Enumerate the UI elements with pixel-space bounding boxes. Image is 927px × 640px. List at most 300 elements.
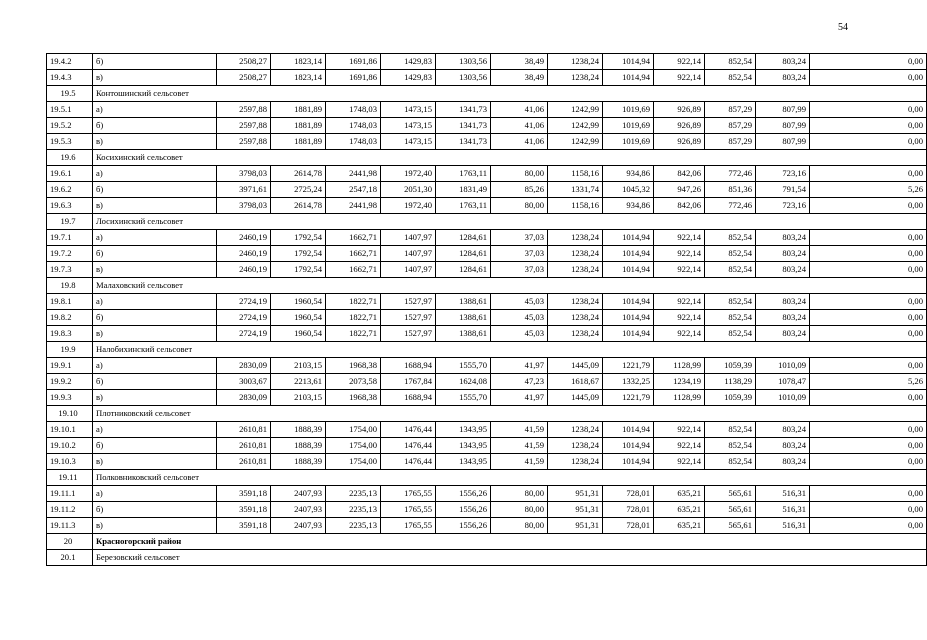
value-cell: 803,24: [756, 294, 810, 310]
value-cell: 2614,78: [271, 166, 326, 182]
table-row: [47, 518, 927, 534]
row-code: 19.6.1: [47, 166, 93, 182]
value-cell: 1238,24: [548, 294, 603, 310]
value-cell: 852,54: [705, 230, 756, 246]
value-cell: 922,14: [654, 310, 705, 326]
value-cell: 0,00: [810, 422, 927, 438]
row-letter: б): [93, 374, 217, 390]
row-code: 19.8.3: [47, 326, 93, 342]
value-cell: 842,06: [654, 166, 705, 182]
value-cell: 3003,67: [217, 374, 271, 390]
value-cell: 3591,18: [217, 486, 271, 502]
value-cell: 47,23: [491, 374, 548, 390]
value-cell: 0,00: [810, 54, 927, 70]
value-cell: 1968,38: [326, 390, 381, 406]
section-row: [47, 150, 927, 166]
value-cell: 1341,73: [436, 102, 491, 118]
value-cell: 1284,61: [436, 262, 491, 278]
value-cell: 1242,99: [548, 118, 603, 134]
value-cell: 1972,40: [381, 166, 436, 182]
value-cell: 3798,03: [217, 166, 271, 182]
value-cell: 1014,94: [603, 454, 654, 470]
section-row: [47, 214, 927, 230]
section-code: 19.6: [47, 150, 93, 166]
value-cell: 1754,00: [326, 454, 381, 470]
value-cell: 2460,19: [217, 230, 271, 246]
value-cell: 635,21: [654, 486, 705, 502]
value-cell: 2610,81: [217, 422, 271, 438]
value-cell: 728,01: [603, 486, 654, 502]
table-row: [47, 102, 927, 118]
value-cell: 41,59: [491, 422, 548, 438]
value-cell: 1748,03: [326, 134, 381, 150]
value-cell: 2235,13: [326, 518, 381, 534]
table-row: [47, 294, 927, 310]
value-cell: 0,00: [810, 486, 927, 502]
value-cell: 803,24: [756, 454, 810, 470]
value-cell: 1234,19: [654, 374, 705, 390]
value-cell: 2597,88: [217, 102, 271, 118]
value-cell: 1881,89: [271, 102, 326, 118]
row-letter: б): [93, 182, 217, 198]
value-cell: 2508,27: [217, 70, 271, 86]
value-cell: 2547,18: [326, 182, 381, 198]
value-cell: 1014,94: [603, 422, 654, 438]
value-cell: 37,03: [491, 230, 548, 246]
section-title: Контошинский сельсовет: [93, 86, 927, 102]
value-cell: 1238,24: [548, 246, 603, 262]
value-cell: 1010,09: [756, 358, 810, 374]
value-cell: 1765,55: [381, 518, 436, 534]
value-cell: 852,54: [705, 262, 756, 278]
value-cell: 1473,15: [381, 102, 436, 118]
row-letter: в): [93, 518, 217, 534]
value-cell: 2610,81: [217, 454, 271, 470]
value-cell: 1407,97: [381, 246, 436, 262]
value-cell: 80,00: [491, 486, 548, 502]
value-cell: 635,21: [654, 518, 705, 534]
row-code: 19.6.2: [47, 182, 93, 198]
value-cell: 0,00: [810, 326, 927, 342]
value-cell: 1331,74: [548, 182, 603, 198]
value-cell: 1242,99: [548, 134, 603, 150]
value-cell: 728,01: [603, 502, 654, 518]
value-cell: 0,00: [810, 262, 927, 278]
value-cell: 1388,61: [436, 326, 491, 342]
row-code: 19.11.1: [47, 486, 93, 502]
row-letter: в): [93, 262, 217, 278]
table-row: [47, 246, 927, 262]
value-cell: 2460,19: [217, 262, 271, 278]
value-cell: 851,36: [705, 182, 756, 198]
value-cell: 1238,24: [548, 70, 603, 86]
value-cell: 41,97: [491, 358, 548, 374]
value-cell: 2441,98: [326, 198, 381, 214]
value-cell: 1407,97: [381, 230, 436, 246]
value-cell: 852,54: [705, 326, 756, 342]
value-cell: 1238,24: [548, 438, 603, 454]
section-title: Березовский сельсовет: [93, 550, 927, 566]
value-cell: 852,54: [705, 454, 756, 470]
value-cell: 41,59: [491, 454, 548, 470]
section-code: 20.1: [47, 550, 93, 566]
value-cell: 565,61: [705, 502, 756, 518]
value-cell: 1014,94: [603, 438, 654, 454]
page-number: 54: [838, 22, 848, 33]
value-cell: 1341,73: [436, 134, 491, 150]
value-cell: 1078,47: [756, 374, 810, 390]
value-cell: 1960,54: [271, 326, 326, 342]
value-cell: 1242,99: [548, 102, 603, 118]
table-row: [47, 310, 927, 326]
row-letter: а): [93, 358, 217, 374]
value-cell: 1767,84: [381, 374, 436, 390]
row-code: 19.9.3: [47, 390, 93, 406]
table-row: [47, 70, 927, 86]
row-code: 19.5.2: [47, 118, 93, 134]
value-cell: 1343,95: [436, 422, 491, 438]
value-cell: 857,29: [705, 102, 756, 118]
row-code: 19.7.1: [47, 230, 93, 246]
value-cell: 852,54: [705, 422, 756, 438]
value-cell: 1429,83: [381, 54, 436, 70]
value-cell: 803,24: [756, 422, 810, 438]
value-cell: 1014,94: [603, 54, 654, 70]
value-cell: 852,54: [705, 54, 756, 70]
row-letter: в): [93, 454, 217, 470]
value-cell: 1158,16: [548, 198, 603, 214]
value-cell: 1158,16: [548, 166, 603, 182]
row-letter: в): [93, 198, 217, 214]
value-cell: 1691,86: [326, 70, 381, 86]
value-cell: 922,14: [654, 294, 705, 310]
table-row: [47, 486, 927, 502]
value-cell: 2508,27: [217, 54, 271, 70]
value-cell: 1822,71: [326, 326, 381, 342]
value-cell: 0,00: [810, 310, 927, 326]
value-cell: 1688,94: [381, 390, 436, 406]
table-row: [47, 422, 927, 438]
value-cell: 2051,30: [381, 182, 436, 198]
row-letter: в): [93, 70, 217, 86]
section-code: 19.8: [47, 278, 93, 294]
value-cell: 1238,24: [548, 230, 603, 246]
table-row: [47, 262, 927, 278]
value-cell: 934,86: [603, 198, 654, 214]
value-cell: 723,16: [756, 166, 810, 182]
table-row: [47, 182, 927, 198]
value-cell: 2724,19: [217, 326, 271, 342]
value-cell: 3591,18: [217, 502, 271, 518]
value-cell: 1221,79: [603, 358, 654, 374]
value-cell: 1618,67: [548, 374, 603, 390]
value-cell: 951,31: [548, 502, 603, 518]
value-cell: 45,03: [491, 326, 548, 342]
value-cell: 1888,39: [271, 438, 326, 454]
value-cell: 951,31: [548, 518, 603, 534]
row-letter: а): [93, 486, 217, 502]
value-cell: 0,00: [810, 118, 927, 134]
value-cell: 37,03: [491, 262, 548, 278]
value-cell: 1019,69: [603, 102, 654, 118]
value-cell: 2724,19: [217, 310, 271, 326]
value-cell: 2073,58: [326, 374, 381, 390]
value-cell: 803,24: [756, 54, 810, 70]
value-cell: 1332,25: [603, 374, 654, 390]
value-cell: 1284,61: [436, 230, 491, 246]
value-cell: 1888,39: [271, 422, 326, 438]
value-cell: 2830,09: [217, 390, 271, 406]
value-cell: 2725,24: [271, 182, 326, 198]
value-cell: 0,00: [810, 390, 927, 406]
value-cell: 1476,44: [381, 438, 436, 454]
value-cell: 1822,71: [326, 294, 381, 310]
value-cell: 0,00: [810, 70, 927, 86]
value-cell: 1968,38: [326, 358, 381, 374]
table-row: [47, 502, 927, 518]
value-cell: 0,00: [810, 438, 927, 454]
section-code: 19.5: [47, 86, 93, 102]
value-cell: 1019,69: [603, 134, 654, 150]
value-cell: 926,89: [654, 118, 705, 134]
value-cell: 1014,94: [603, 230, 654, 246]
value-cell: 1754,00: [326, 438, 381, 454]
value-cell: 1128,99: [654, 390, 705, 406]
value-cell: 772,46: [705, 166, 756, 182]
value-cell: 37,03: [491, 246, 548, 262]
section-row: [47, 86, 927, 102]
value-cell: 0,00: [810, 358, 927, 374]
section-title: Малаховский сельсовет: [93, 278, 927, 294]
value-cell: 857,29: [705, 134, 756, 150]
value-cell: 1792,54: [271, 262, 326, 278]
value-cell: 1688,94: [381, 358, 436, 374]
value-cell: 1343,95: [436, 454, 491, 470]
row-letter: а): [93, 230, 217, 246]
table-row: [47, 166, 927, 182]
value-cell: 1059,39: [705, 358, 756, 374]
row-code: 19.10.1: [47, 422, 93, 438]
value-cell: 1972,40: [381, 198, 436, 214]
row-letter: а): [93, 422, 217, 438]
value-cell: 1527,97: [381, 326, 436, 342]
value-cell: 1792,54: [271, 230, 326, 246]
value-cell: 1555,70: [436, 358, 491, 374]
row-letter: а): [93, 102, 217, 118]
value-cell: 951,31: [548, 486, 603, 502]
value-cell: 2407,93: [271, 486, 326, 502]
value-cell: 922,14: [654, 326, 705, 342]
table-row: [47, 390, 927, 406]
value-cell: 2407,93: [271, 518, 326, 534]
value-cell: 842,06: [654, 198, 705, 214]
value-cell: 1765,55: [381, 502, 436, 518]
value-cell: 41,06: [491, 102, 548, 118]
row-code: 19.9.1: [47, 358, 93, 374]
value-cell: 728,01: [603, 518, 654, 534]
value-cell: 1473,15: [381, 118, 436, 134]
value-cell: 2103,15: [271, 390, 326, 406]
value-cell: 2610,81: [217, 438, 271, 454]
value-cell: 3798,03: [217, 198, 271, 214]
value-cell: 2597,88: [217, 134, 271, 150]
section-title: Налобихинский сельсовет: [93, 342, 927, 358]
section-title: Лосихинский сельсовет: [93, 214, 927, 230]
value-cell: 922,14: [654, 54, 705, 70]
value-cell: 922,14: [654, 230, 705, 246]
section-code: 19.7: [47, 214, 93, 230]
value-cell: 2614,78: [271, 198, 326, 214]
value-cell: 1445,09: [548, 358, 603, 374]
value-cell: 3971,61: [217, 182, 271, 198]
value-cell: 0,00: [810, 102, 927, 118]
value-cell: 852,54: [705, 294, 756, 310]
value-cell: 1010,09: [756, 390, 810, 406]
value-cell: 41,06: [491, 134, 548, 150]
value-cell: 1138,29: [705, 374, 756, 390]
value-cell: 807,99: [756, 102, 810, 118]
value-cell: 1823,14: [271, 54, 326, 70]
table-row: [47, 230, 927, 246]
value-cell: 926,89: [654, 134, 705, 150]
value-cell: 723,16: [756, 198, 810, 214]
value-cell: 1343,95: [436, 438, 491, 454]
value-cell: 803,24: [756, 438, 810, 454]
value-cell: 1792,54: [271, 246, 326, 262]
value-cell: 857,29: [705, 118, 756, 134]
value-cell: 1019,69: [603, 118, 654, 134]
value-cell: 1888,39: [271, 454, 326, 470]
section-code: 19.10: [47, 406, 93, 422]
value-cell: 1045,32: [603, 182, 654, 198]
value-cell: 1763,11: [436, 198, 491, 214]
row-letter: а): [93, 294, 217, 310]
value-cell: 922,14: [654, 262, 705, 278]
row-code: 19.4.3: [47, 70, 93, 86]
value-cell: 1765,55: [381, 486, 436, 502]
table-row: [47, 198, 927, 214]
value-cell: 852,54: [705, 310, 756, 326]
section-row: [47, 470, 927, 486]
value-cell: 1881,89: [271, 118, 326, 134]
value-cell: 1960,54: [271, 310, 326, 326]
value-cell: 922,14: [654, 454, 705, 470]
row-code: 19.9.2: [47, 374, 93, 390]
value-cell: 1014,94: [603, 294, 654, 310]
value-cell: 1284,61: [436, 246, 491, 262]
value-cell: 2597,88: [217, 118, 271, 134]
table-row: [47, 358, 927, 374]
section-title: Полковниковский сельсовет: [93, 470, 927, 486]
value-cell: 1238,24: [548, 310, 603, 326]
value-cell: 772,46: [705, 198, 756, 214]
row-code: 19.10.3: [47, 454, 93, 470]
row-letter: б): [93, 502, 217, 518]
value-cell: 1059,39: [705, 390, 756, 406]
value-cell: 45,03: [491, 310, 548, 326]
value-cell: 41,59: [491, 438, 548, 454]
row-letter: б): [93, 54, 217, 70]
value-cell: 0,00: [810, 230, 927, 246]
table-row: [47, 438, 927, 454]
row-letter: б): [93, 438, 217, 454]
value-cell: 45,03: [491, 294, 548, 310]
value-cell: 1527,97: [381, 310, 436, 326]
value-cell: 1763,11: [436, 166, 491, 182]
value-cell: 852,54: [705, 246, 756, 262]
row-letter: а): [93, 166, 217, 182]
value-cell: 922,14: [654, 246, 705, 262]
value-cell: 1238,24: [548, 326, 603, 342]
row-code: 19.8.2: [47, 310, 93, 326]
value-cell: 922,14: [654, 422, 705, 438]
tariff-table: [46, 53, 927, 566]
value-cell: 80,00: [491, 166, 548, 182]
value-cell: 1014,94: [603, 310, 654, 326]
value-cell: 1555,70: [436, 390, 491, 406]
value-cell: 0,00: [810, 246, 927, 262]
value-cell: 0,00: [810, 502, 927, 518]
value-cell: 0,00: [810, 166, 927, 182]
value-cell: 565,61: [705, 486, 756, 502]
row-code: 19.11.2: [47, 502, 93, 518]
value-cell: 1822,71: [326, 310, 381, 326]
value-cell: 1624,08: [436, 374, 491, 390]
table-row: [47, 134, 927, 150]
table-body: [47, 54, 927, 566]
value-cell: 0,00: [810, 294, 927, 310]
value-cell: 1014,94: [603, 326, 654, 342]
value-cell: 1748,03: [326, 118, 381, 134]
value-cell: 5,26: [810, 374, 927, 390]
value-cell: 803,24: [756, 310, 810, 326]
value-cell: 1476,44: [381, 422, 436, 438]
value-cell: 803,24: [756, 230, 810, 246]
value-cell: 1473,15: [381, 134, 436, 150]
value-cell: 1221,79: [603, 390, 654, 406]
value-cell: 1303,56: [436, 54, 491, 70]
section-row: [47, 278, 927, 294]
table-row: [47, 118, 927, 134]
value-cell: 2460,19: [217, 246, 271, 262]
row-letter: б): [93, 118, 217, 134]
value-cell: 1476,44: [381, 454, 436, 470]
value-cell: 1662,71: [326, 246, 381, 262]
value-cell: 80,00: [491, 198, 548, 214]
row-letter: б): [93, 310, 217, 326]
section-title: Косихинский сельсовет: [93, 150, 927, 166]
value-cell: 1014,94: [603, 70, 654, 86]
value-cell: 5,26: [810, 182, 927, 198]
value-cell: 1754,00: [326, 422, 381, 438]
value-cell: 803,24: [756, 326, 810, 342]
value-cell: 2103,15: [271, 358, 326, 374]
value-cell: 926,89: [654, 102, 705, 118]
row-code: 19.6.3: [47, 198, 93, 214]
value-cell: 803,24: [756, 262, 810, 278]
value-cell: 1556,26: [436, 502, 491, 518]
value-cell: 0,00: [810, 198, 927, 214]
value-cell: 516,31: [756, 502, 810, 518]
value-cell: 1128,99: [654, 358, 705, 374]
value-cell: 1748,03: [326, 102, 381, 118]
value-cell: 1014,94: [603, 246, 654, 262]
table-row: [47, 54, 927, 70]
value-cell: 1238,24: [548, 454, 603, 470]
value-cell: 635,21: [654, 502, 705, 518]
value-cell: 1527,97: [381, 294, 436, 310]
value-cell: 1238,24: [548, 262, 603, 278]
